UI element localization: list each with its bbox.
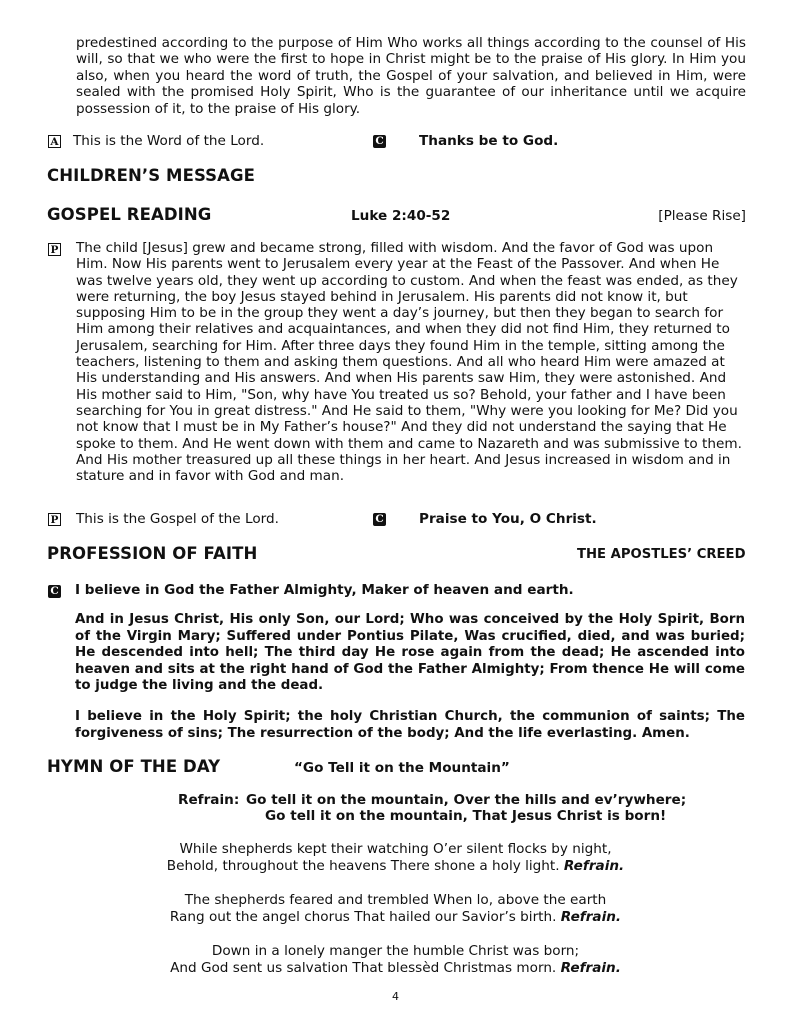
pastor-p-marker: P <box>48 243 61 256</box>
hymn-of-the-day-heading: HYMN OF THE DAY <box>47 757 221 776</box>
refrain-cue: Refrain. <box>563 857 625 874</box>
congregation-c-marker: C <box>373 135 386 148</box>
verse-line: Behold, throughout the heavens There shone a holy light. Refrain. <box>166 857 625 874</box>
verse-line: While shepherds kept their watching O’er silent flocks by night, <box>179 841 612 857</box>
creed-third-article: I believe in the Holy Spirit; the holy Christian Church, the communion of saints; The forgiveness of sins; The resurrection of the body; And the life everlasting. Amen. <box>75 709 745 741</box>
refrain-cue: Refrain. <box>560 908 622 925</box>
praise-to-christ-text: Praise to You, O Christ. <box>419 511 597 527</box>
verse-line: Down in a lonely manger the humble Christ was born; <box>211 943 580 959</box>
refrain-cue: Refrain. <box>560 959 621 976</box>
profession-of-faith-heading: PROFESSION OF FAITH <box>47 544 258 563</box>
pastor-p-marker-response: P <box>48 513 61 526</box>
verse-line: And God sent us salvation That blessèd Christmas morn. Refrain. <box>170 959 621 976</box>
refrain-line-1: Go tell it on the mountain, Over the hills and ev’rywhere; <box>246 792 687 808</box>
hymn-verse <box>0 943 791 976</box>
please-rise-instruction: [Please Rise] <box>658 208 746 224</box>
creed-second-article: And in Jesus Christ, His only Son, our Lord; Who was conceived by the Holy Spirit, Born of the Virgin Mary; Suffered under Pontius Pilate, Was crucified, died, and was buried; He descended into hell; The third day He rose again from the dead; He ascended into heaven and sits at the right hand of God the Father Almighty; From thence He will come to judge the living and the dead. <box>75 612 745 694</box>
refrain-line-2: Go tell it on the mountain, That Jesus Christ is born! <box>265 808 667 824</box>
leader-a-marker: A <box>48 135 61 148</box>
word-of-lord-text: This is the Word of the Lord. <box>73 133 265 149</box>
hymn-title: “Go Tell it on the Mountain” <box>294 760 510 776</box>
childrens-message-heading: CHILDREN’S MESSAGE <box>47 166 256 185</box>
hymn-verse <box>0 841 791 874</box>
page-number: 4 <box>392 990 399 1003</box>
gospel-text: The child [Jesus] grew and became strong, filled with wisdom. And the favor of God was upon Him. Now His parents went to Jerusalem every year at the Feast of the Passover. And when He was twelve years old, they went up according to custom. And when the feast was ended, as they were returning, the boy Jesus stayed behind in Jerusalem. His parents did not know it, but supposing Him to be in the group they went a day’s journey, but then they began to search for Him among their relatives and acquaintances, and when they did not find Him, they returned to Jerusalem, searching for Him. After three days they found Him in the temple, sitting among the teachers, listening to them and asking them questions. And all who heard Him were amazed at His understanding and His answers. And when His parents saw Him, they were astonished. And His mother said to Him, "Son, why have You treated us so? Behold, your father and I have been searching for You in great distress." And He said to them, "Why were you looking for Me? Did you not know that I must be in My Father’s house?" And they did not understand the saying that He spoke to them. And He went down with them and came to Nazareth and was submissive to them. And His mother treasured up all these things in her heart. And Jesus increased in wisdom and in stature and in favor with God and man. <box>76 240 742 485</box>
epistle-text: predestined according to the purpose of Him Who works all things according to the counsel of His will, so that we who were the first to hope in Christ might be to the praise of His glory. In Him you also, when you heard the word of truth, the Gospel of your salvation, and believed in Him, were sealed with the promised Holy Spirit, Who is the guarantee of our inheritance until we acquire possession of it, to the praise of His glory. <box>76 35 746 117</box>
creed-first-line: I believe in God the Father Almighty, Maker of heaven and earth. <box>75 582 574 598</box>
congregation-c-marker-response: C <box>373 513 386 526</box>
thanks-be-to-god-text: Thanks be to God. <box>419 133 559 149</box>
verse-line: The shepherds feared and trembled When lo, above the earth <box>184 892 607 908</box>
refrain-label: Refrain: <box>178 792 240 808</box>
verse-line: Rang out the angel chorus That hailed our Savior’s birth. Refrain. <box>169 908 622 925</box>
gospel-reading-heading: GOSPEL READING <box>47 205 212 224</box>
apostles-creed-subtitle: THE APOSTLES’ CREED <box>577 547 746 562</box>
congregation-c-marker-creed: C <box>48 585 61 598</box>
gospel-of-lord-text: This is the Gospel of the Lord. <box>76 511 279 527</box>
gospel-reference: Luke 2:40-52 <box>351 208 451 224</box>
hymn-verse <box>0 892 791 925</box>
